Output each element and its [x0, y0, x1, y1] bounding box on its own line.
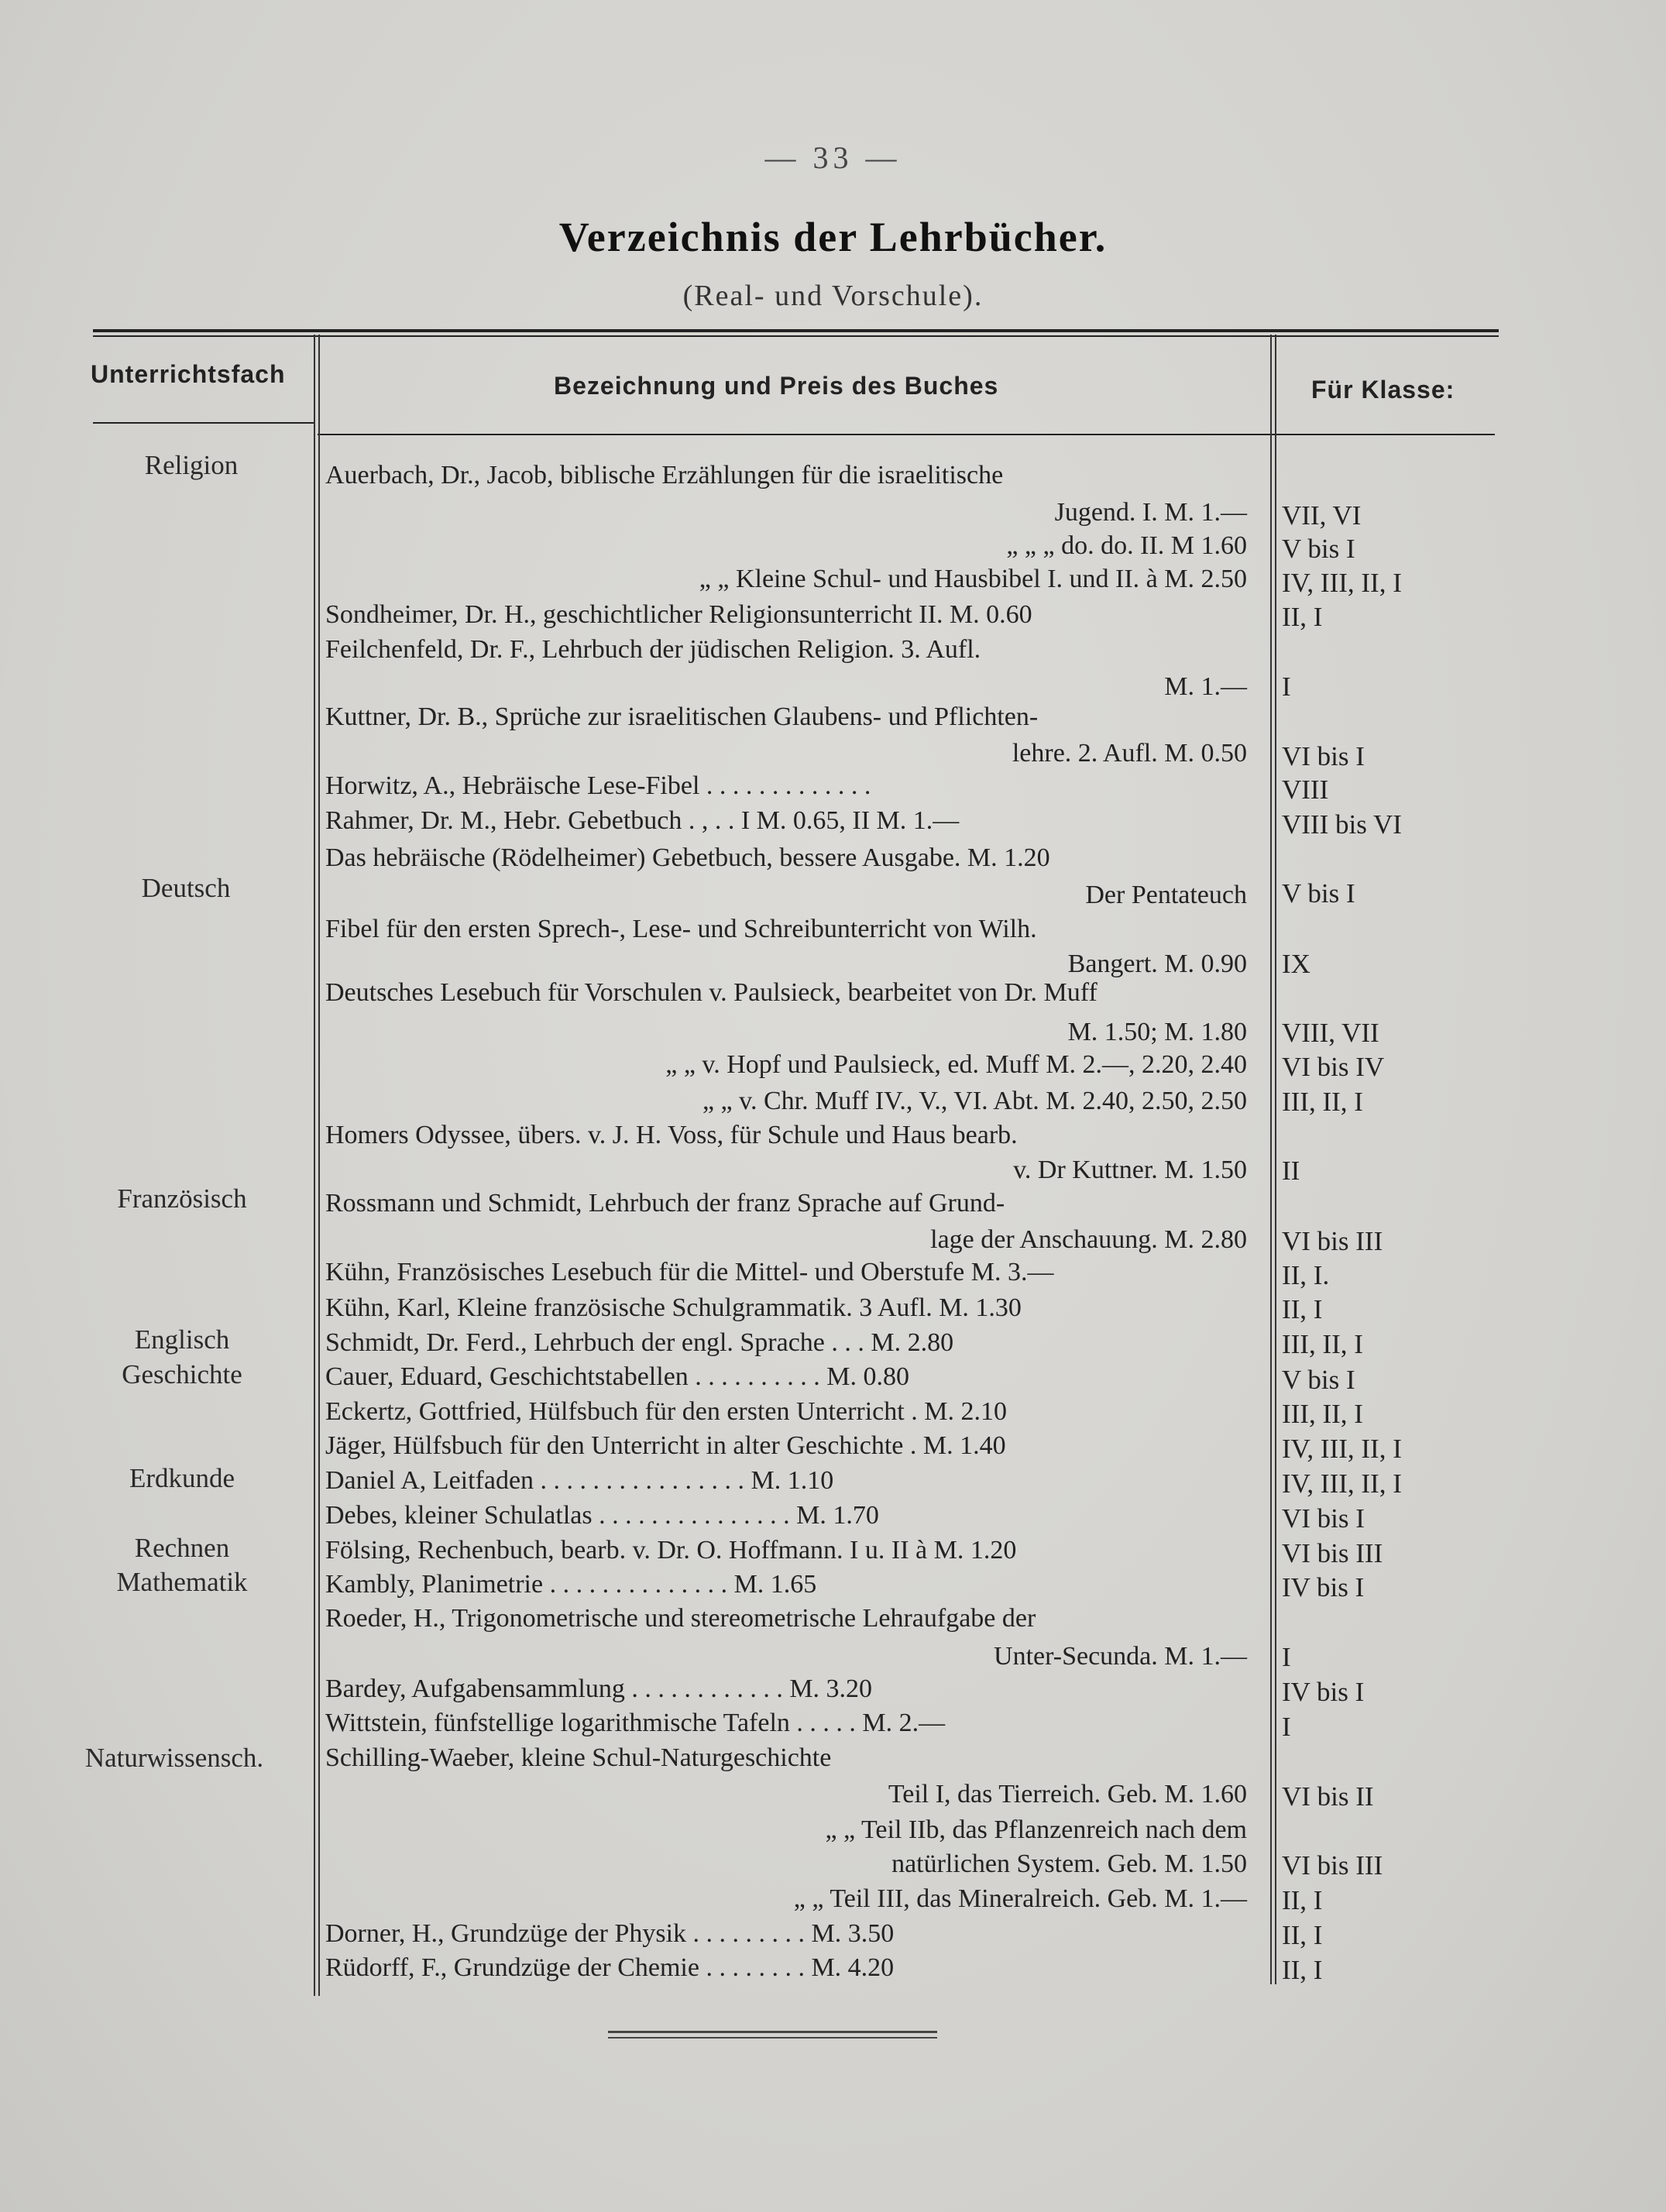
column-divider-right-2: [1275, 335, 1276, 1984]
book-line: Cauer, Eduard, Geschichtstabellen . . . . . . . . . . M. 0.80: [325, 1362, 910, 1391]
book-line: Auerbach, Dr., Jacob, biblische Erzählungen für die israelitische: [325, 461, 1004, 489]
book-line: „ „ v. Hopf und Paulsieck, ed. Muff M. 2.—, 2.20, 2.40: [665, 1050, 1247, 1079]
book-line: Rossmann und Schmidt, Lehrbuch der franz Sprache auf Grund-: [325, 1189, 1005, 1218]
book-line: „ „ „ do. do. II. M 1.60: [1006, 531, 1247, 560]
class-entry: VI bis III: [1282, 1538, 1383, 1568]
class-entry: IV, III, II, I: [1282, 1434, 1402, 1464]
class-entry: IV bis I: [1282, 1677, 1365, 1707]
class-entry: VI bis III: [1282, 1850, 1383, 1881]
book-line: M. 1.—: [1164, 672, 1247, 701]
class-entry: IV, III, II, I: [1282, 568, 1402, 598]
class-entry: IV, III, II, I: [1282, 1468, 1402, 1499]
class-entry: II, I: [1282, 1885, 1323, 1915]
book-line: Feilchenfeld, Dr. F., Lehrbuch der jüdischen Religion. 3. Aufl.: [325, 635, 981, 664]
class-entry: VI bis III: [1282, 1226, 1383, 1256]
class-entry: II, I: [1282, 1955, 1323, 1985]
book-line: M. 1.50; M. 1.80: [1067, 1018, 1247, 1046]
class-entry: VIII bis VI: [1282, 809, 1402, 840]
class-entry: II, I: [1282, 1920, 1323, 1950]
end-rule-2: [608, 2037, 937, 2039]
header-rule-2: [318, 434, 1495, 435]
class-entry: I: [1282, 1712, 1291, 1742]
book-line: Roeder, H., Trigonometrische und stereometrische Lehraufgabe der: [325, 1604, 1036, 1633]
subject-geschichte: Geschichte: [122, 1359, 242, 1389]
book-line: Unter-Secunda. M. 1.—: [994, 1642, 1247, 1671]
header-class: Für Klasse:: [1311, 376, 1455, 404]
book-line: „ „ Teil III, das Mineralreich. Geb. M. 1.—: [793, 1884, 1247, 1913]
class-entry: III, II, I: [1282, 1329, 1363, 1359]
class-entry: VIII, VII: [1282, 1018, 1379, 1048]
book-line: v. Dr Kuttner. M. 1.50: [1013, 1156, 1247, 1184]
book-line: Jugend. I. M. 1.—: [1054, 498, 1247, 527]
book-line: natürlichen System. Geb. M. 1.50: [891, 1850, 1247, 1878]
book-line: Das hebräische (Rödelheimer) Gebetbuch, bessere Ausgabe. M. 1.20: [325, 843, 1050, 872]
subject-rechnen: Rechnen: [134, 1533, 230, 1563]
subject-naturwissenschaft: Naturwissensch.: [84, 1743, 264, 1773]
class-entry: I: [1282, 1642, 1291, 1672]
book-line: Der Pentateuch: [1085, 881, 1247, 909]
subject-deutsch: Deutsch: [141, 873, 231, 903]
book-line: Eckertz, Gottfried, Hülfsbuch für den ersten Unterricht . M. 2.10: [325, 1397, 1007, 1426]
header-rule: [93, 422, 314, 424]
book-line: Kühn, Karl, Kleine französische Schulgrammatik. 3 Aufl. M. 1.30: [325, 1293, 1022, 1322]
book-line: Daniel A, Leitfaden . . . . . . . . . . . . . . . . M. 1.10: [325, 1466, 834, 1495]
class-entry: IV bis I: [1282, 1572, 1365, 1602]
book-line: Deutsches Lesebuch für Vorschulen v. Paulsieck, bearbeitet von Dr. Muff: [325, 978, 1097, 1007]
top-rule: [93, 329, 1499, 332]
book-line: Homers Odyssee, übers. v. J. H. Voss, für Schule und Haus bearb.: [325, 1121, 1018, 1149]
class-entry: III, II, I: [1282, 1399, 1363, 1429]
class-entry: II, I: [1282, 1294, 1323, 1324]
book-line: „ „ Kleine Schul- und Hausbibel I. und II. à M. 2.50: [699, 565, 1247, 593]
book-line: lehre. 2. Aufl. M. 0.50: [1012, 739, 1247, 768]
class-entry: II, I.: [1282, 1260, 1330, 1290]
column-divider-right: [1270, 335, 1272, 1984]
top-rule-thin: [93, 335, 1499, 337]
book-line: Debes, kleiner Schulatlas . . . . . . . . . . . . . . . M. 1.70: [325, 1501, 879, 1530]
book-line: Dorner, H., Grundzüge der Physik . . . . . . . . . M. 3.50: [325, 1919, 895, 1948]
header-book: Bezeichnung und Preis des Buches: [554, 372, 999, 400]
class-entry: III, II, I: [1282, 1087, 1363, 1117]
book-line: „ „ Teil IIb, das Pflanzenreich nach dem: [825, 1815, 1247, 1844]
class-entry: VIII: [1282, 775, 1329, 805]
book-line: Rahmer, Dr. M., Hebr. Gebetbuch . , . . I M. 0.65, II M. 1.—: [325, 806, 960, 835]
book-line: Kühn, Französisches Lesebuch für die Mittel- und Oberstufe M. 3.—: [325, 1258, 1054, 1286]
book-line: Kambly, Planimetrie . . . . . . . . . . . . . . M. 1.65: [325, 1570, 817, 1599]
class-entry: VI bis IV: [1282, 1052, 1385, 1082]
class-entry: V bis I: [1282, 878, 1355, 908]
class-entry: II: [1282, 1156, 1300, 1186]
book-line: Jäger, Hülfsbuch für den Unterricht in alter Geschichte . M. 1.40: [325, 1431, 1006, 1460]
class-entry: IX: [1282, 949, 1310, 979]
subject-erdkunde: Erdkunde: [129, 1463, 235, 1493]
end-rule: [608, 2031, 937, 2033]
page-subtitle: (Real- und Vorschule).: [682, 280, 984, 312]
book-line: Kuttner, Dr. B., Sprüche zur israelitischen Glaubens- und Pflichten-: [325, 702, 1039, 731]
subject-religion: Religion: [144, 450, 239, 480]
class-entry: II, I: [1282, 602, 1323, 632]
book-line: Rüdorff, F., Grundzüge der Chemie . . . . . . . . M. 4.20: [325, 1953, 895, 1982]
book-line: Fölsing, Rechenbuch, bearb. v. Dr. O. Hoffmann. I u. II à M. 1.20: [325, 1536, 1017, 1565]
book-line: Teil I, das Tierreich. Geb. M. 1.60: [888, 1780, 1247, 1808]
subject-englisch: Englisch: [134, 1324, 230, 1355]
book-line: lage der Anschauung. M. 2.80: [930, 1225, 1247, 1254]
class-entry: I: [1282, 672, 1291, 702]
book-line: Schilling-Waeber, kleine Schul-Naturgeschichte: [325, 1743, 832, 1772]
book-line: Bangert. M. 0.90: [1067, 950, 1247, 978]
book-line: „ „ v. Chr. Muff IV., V., VI. Abt. M. 2.40, 2.50, 2.50: [702, 1087, 1247, 1115]
class-entry: VII, VI: [1282, 500, 1362, 531]
book-line: Schmidt, Dr. Ferd., Lehrbuch der engl. Sprache . . . M. 2.80: [325, 1328, 954, 1357]
class-entry: VI bis I: [1282, 741, 1365, 771]
class-entry: VI bis I: [1282, 1503, 1365, 1534]
page-number: — 33 —: [764, 140, 902, 175]
page-title: Verzeichnis der Lehrbücher.: [558, 214, 1108, 260]
subject-franzoesisch: Französisch: [117, 1183, 247, 1214]
subject-mathematik: Mathematik: [116, 1567, 248, 1597]
book-line: Bardey, Aufgabensammlung . . . . . . . . . . . . M. 3.20: [325, 1674, 873, 1703]
book-line: Fibel für den ersten Sprech-, Lese- und Schreibunterricht von Wilh.: [325, 915, 1037, 943]
class-entry: V bis I: [1282, 534, 1355, 564]
header-subject: Unterrichtsfach: [91, 360, 286, 388]
class-entry: VI bis II: [1282, 1781, 1374, 1812]
book-line: Wittstein, fünfstellige logarithmische Tafeln . . . . . M. 2.—: [325, 1709, 946, 1737]
book-line: Sondheimer, Dr. H., geschichtlicher Religionsunterricht II. M. 0.60: [325, 600, 1032, 629]
book-line: Horwitz, A., Hebräische Lese-Fibel . . . . . . . . . . . . .: [325, 771, 871, 800]
class-entry: V bis I: [1282, 1365, 1355, 1395]
